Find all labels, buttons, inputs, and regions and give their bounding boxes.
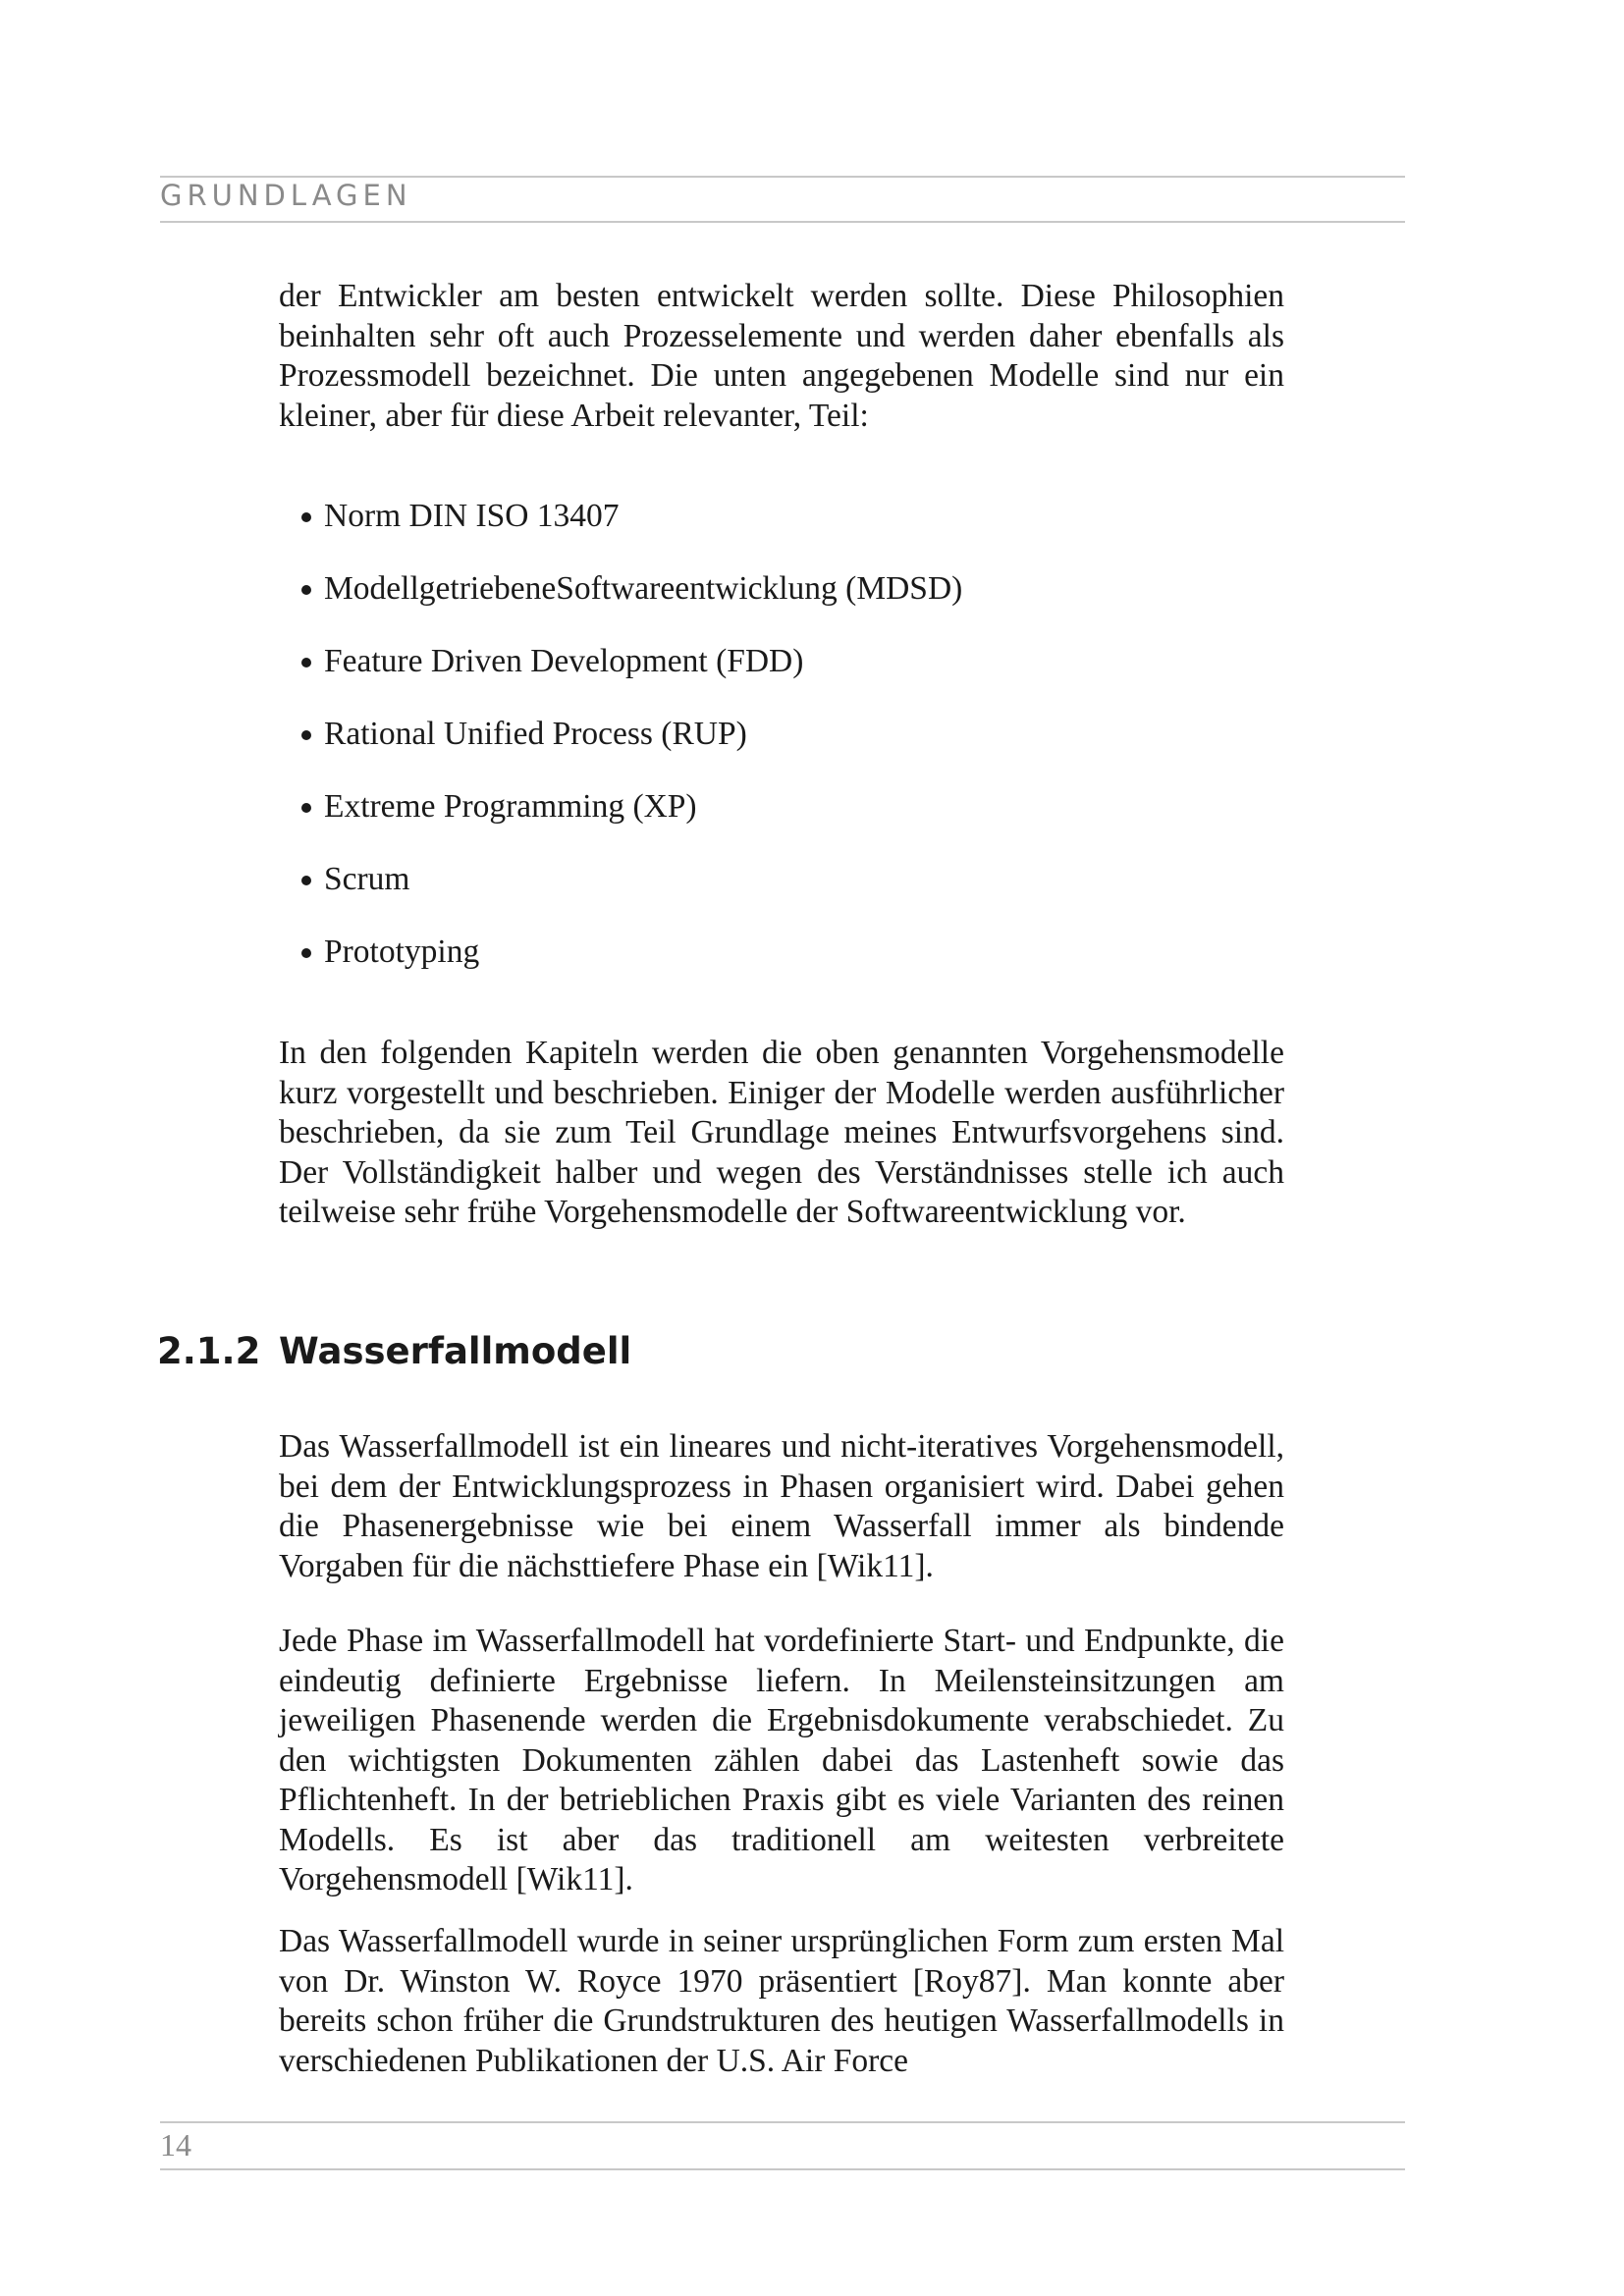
bullet-icon bbox=[301, 512, 311, 522]
list-item bbox=[324, 636, 962, 709]
section-title: Wasserfallmodell bbox=[279, 1330, 632, 1372]
list-item bbox=[324, 781, 962, 854]
bullet-icon bbox=[301, 803, 311, 813]
list-item bbox=[324, 491, 962, 563]
list-item-label: Feature Driven Development (FDD) bbox=[324, 643, 804, 679]
running-header-title: GRUNDLAGEN bbox=[160, 179, 412, 212]
bullet-icon bbox=[301, 876, 311, 885]
section-paragraph-2: Jede Phase im Wasserfallmodell hat vordefinierte Start- und Endpunkte, die eindeutig definierte Ergebnisse liefern. In Meilensteinsitzungen am jeweiligen Phasenende werden die Ergebnisdokumente verabschiedet. Zu den wichtigsten Dokumenten zählen dabei das Lastenheft sowie das Pflichtenheft. In der betrieblichen Praxis gibt es viele Varianten des reinen Modells. Es ist aber das traditionell am weitesten verbreitete Vorgehensmodell [Wik11]. bbox=[279, 1623, 1284, 1897]
section-number: 2.1.2 bbox=[157, 1330, 261, 1372]
list-item bbox=[324, 563, 962, 636]
list-item-label: Scrum bbox=[324, 861, 410, 897]
page-number: 14 bbox=[160, 2127, 191, 2163]
header-rule-top bbox=[160, 176, 1405, 178]
section-paragraph-3: Das Wasserfallmodell wurde in seiner ursprünglichen Form zum ersten Mal von Dr. Winston W. Royce 1970 präsentiert [Roy87]. Man konnte aber bereits schon früher die Grundstrukturen des heutigen Wasserfallmodells in verschiedenen Publikationen der U.S. Air Force bbox=[279, 1923, 1284, 2079]
bullet-icon bbox=[301, 658, 311, 667]
header-rule-bottom bbox=[160, 221, 1405, 223]
intro-paragraph: der Entwickler am besten entwickelt werden sollte. Diese Philosophien beinhalten sehr oft auch Prozesselemente und werden daher ebenfalls als Prozessmodell bezeichnet. Die unten angegebenen Modelle sind nur ein kleiner, aber für diese Arbeit relevanter, Teil: bbox=[279, 278, 1284, 434]
footer-rule-bottom bbox=[160, 2168, 1405, 2170]
process-model-list bbox=[324, 491, 962, 999]
bullet-icon bbox=[301, 730, 311, 740]
bullet-icon bbox=[301, 948, 311, 958]
bullet-icon bbox=[301, 585, 311, 595]
list-item bbox=[324, 927, 962, 999]
followup-paragraph: In den folgenden Kapiteln werden die oben genannten Vorgehensmodelle kurz vorgestellt und beschrieben. Einiger der Modelle werden ausführlicher beschrieben, da sie zum Teil Grundlage meines Entwurfsvorgehens sind. Der Vollständigkeit halber und wegen des Verständnisses stelle ich auch teilweise sehr frühe Vorgehensmodelle der Softwareentwicklung vor. bbox=[279, 1035, 1284, 1230]
list-item bbox=[324, 854, 962, 927]
list-item bbox=[324, 709, 962, 781]
list-item-label: Rational Unified Process (RUP) bbox=[324, 716, 747, 752]
list-item-label: Prototyping bbox=[324, 934, 480, 970]
section-heading bbox=[157, 1330, 631, 1372]
list-item-label: Norm DIN ISO 13407 bbox=[324, 498, 620, 534]
list-item-label: ModellgetriebeneSoftwareentwicklung (MDSD) bbox=[324, 570, 963, 607]
section-paragraph-1: Das Wasserfallmodell ist ein lineares und nicht-iteratives Vorgehensmodell, bei dem der Entwicklungsprozess in Phasen organisiert wird. Dabei gehen die Phasenergebnisse wie bei einem Wasserfall immer als bindende Vorgaben für die nächsttiefere Phase ein [Wik11]. bbox=[279, 1428, 1284, 1584]
footer-rule-top bbox=[160, 2121, 1405, 2123]
list-item-label: Extreme Programming (XP) bbox=[324, 788, 697, 825]
